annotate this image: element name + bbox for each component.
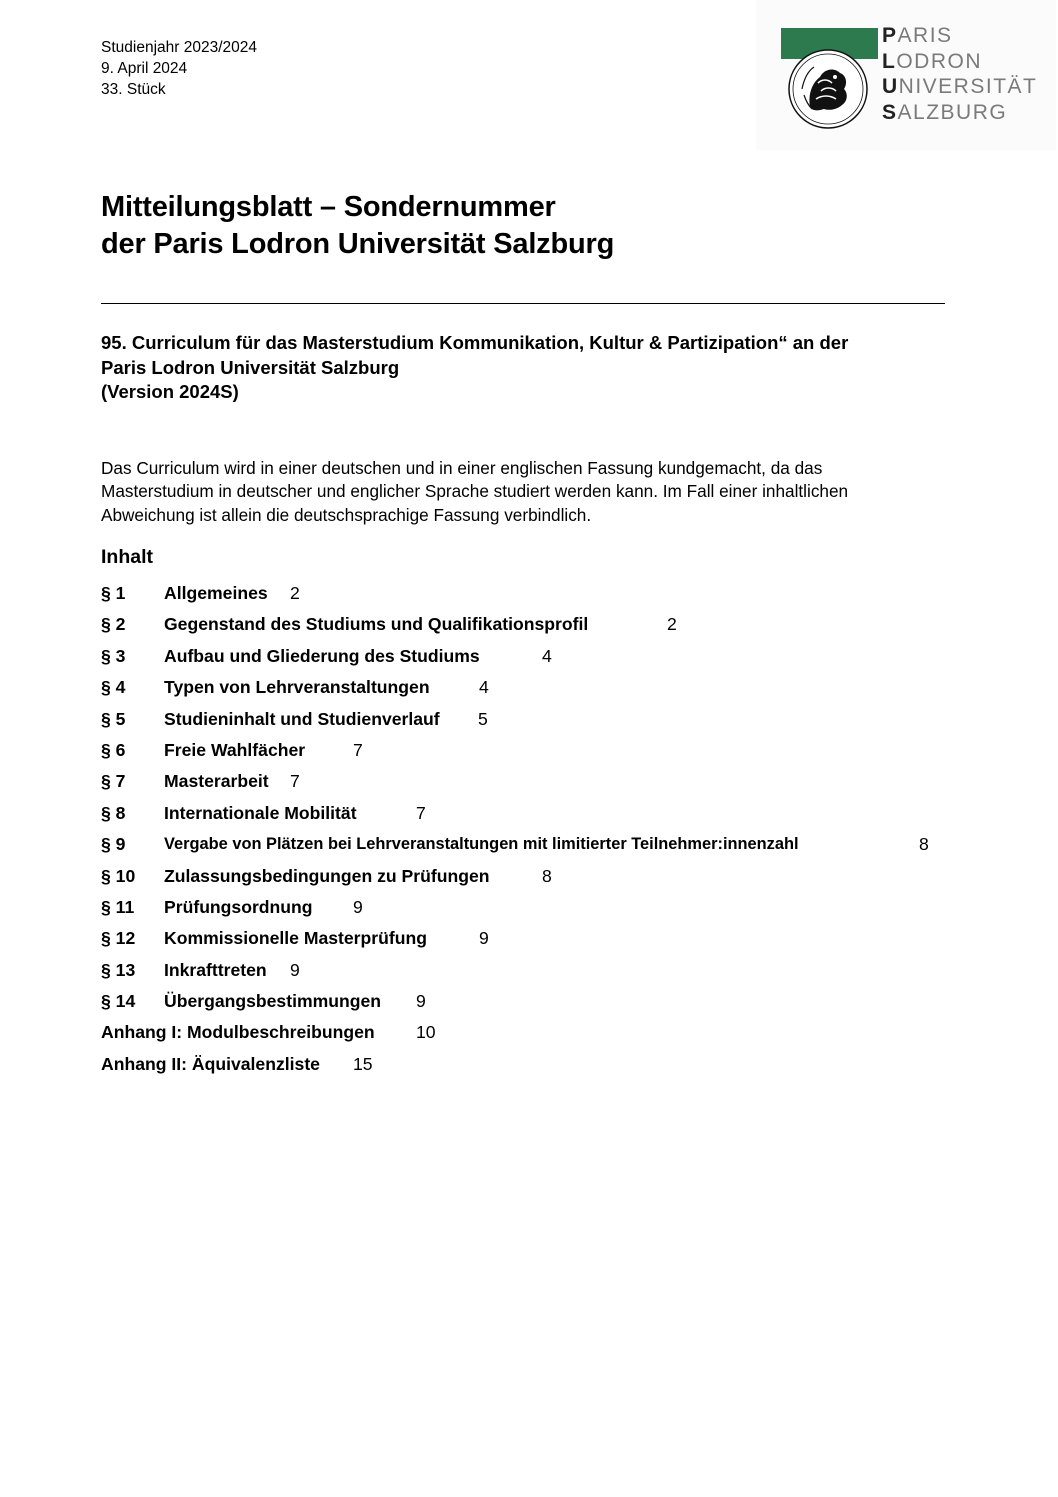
curriculum-subtitle — [101, 331, 971, 405]
toc-entry[interactable]: § 4 Typen von Lehrveranstaltungen 4 — [101, 677, 489, 698]
document-meta — [101, 37, 257, 100]
toc-entry[interactable]: § 9 Vergabe von Plätzen bei Lehrveranstaltungen mit limitierter Teilnehmer:innenzahl 8 — [101, 834, 929, 855]
toc-entry[interactable]: § 6 Freie Wahlfächer 7 — [101, 739, 363, 760]
subtitle-line-3: (Version 2024S) — [101, 381, 239, 402]
toc-entry[interactable]: § 14 Übergangsbestimmungen 9 — [101, 991, 426, 1012]
toc-entry[interactable]: § 8 Internationale Mobilität 7 — [101, 802, 426, 823]
toc-annex-entry[interactable]: Anhang I: Modulbeschreibungen 10 — [101, 1022, 436, 1043]
seal-icon — [788, 49, 868, 129]
title-line-2: der Paris Lodron Universität Salzburg — [101, 228, 615, 260]
toc-entry[interactable]: § 11 Prüfungsordnung 9 — [101, 896, 363, 917]
toc-annex-entry[interactable]: Anhang II: Äquivalenzliste 15 — [101, 1053, 373, 1074]
toc-entry[interactable]: § 2 Gegenstand des Studiums und Qualifikationsprofil 2 — [101, 614, 677, 635]
title-line-1: Mitteilungsblatt – Sondernummer — [101, 191, 556, 223]
logo-wordmark: PARIS LODRON UNIVERSITÄT SALZBURG — [882, 24, 1038, 124]
toc-entry[interactable]: § 10 Zulassungsbedingungen zu Prüfungen 8 — [101, 865, 552, 886]
divider — [101, 303, 945, 304]
table-of-contents — [101, 580, 981, 1082]
toc-entry[interactable]: § 3 Aufbau und Gliederung des Studiums 4 — [101, 645, 552, 666]
publication-date: 9. April 2024 — [101, 60, 188, 77]
toc-entry[interactable]: § 13 Inkrafttreten 9 — [101, 959, 300, 980]
page-title — [101, 189, 614, 263]
toc-entry[interactable]: § 7 Masterarbeit 7 — [101, 771, 300, 792]
academic-year: Studienjahr 2023/2024 — [101, 39, 257, 56]
toc-heading: Inhalt — [101, 546, 153, 568]
intro-paragraph: Das Curriculum wird in einer deutschen und in einer englischen Fassung kundgemacht, da das Masterstudium in deutscher und englicher Sprache studiert werden kann. Im Fall einer inhaltlichen Abweichung ist allein die deutschsprachige Fassung verbindlich. — [101, 458, 849, 525]
subtitle-line-1: 95. Curriculum für das Masterstudium Kommunikation, Kultur & Partizipation“ an der — [101, 332, 849, 353]
toc-entry[interactable]: § 1 Allgemeines 2 — [101, 583, 300, 603]
toc-entry[interactable]: § 5 Studieninhalt und Studienverlauf 5 — [101, 708, 488, 729]
toc-entry[interactable]: § 12 Kommissionelle Masterprüfung 9 — [101, 928, 489, 949]
issue-number: 33. Stück — [101, 81, 166, 98]
university-logo — [756, 0, 1056, 150]
subtitle-line-2: Paris Lodron Universität Salzburg — [101, 356, 400, 378]
